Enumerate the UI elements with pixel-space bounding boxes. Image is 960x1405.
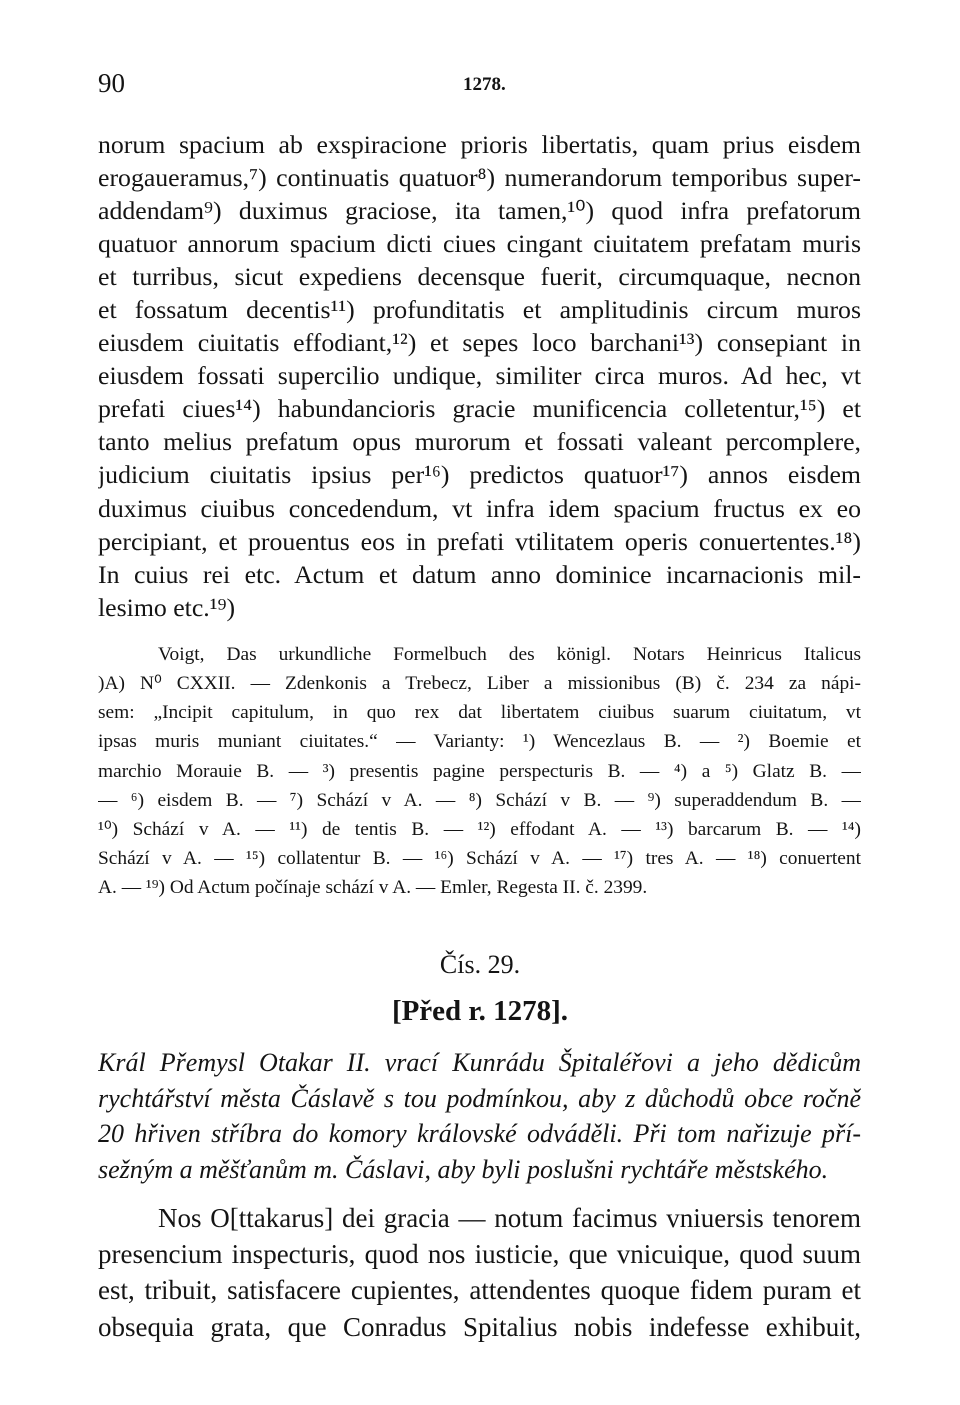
note-line: A. — ¹⁹) Od Actum počínaje schází v A. — Emler, Regesta II. č. 2399. [98, 877, 648, 899]
note-line: Voigt, Das urkundliche Formelbuch des königl. Notars Heinricus Italicus [158, 644, 861, 665]
text-line: erogaueramus,⁷) continuatis quatuor⁸) numerandorum temporibus super- [98, 163, 861, 193]
note-line: Schází v A. — ¹⁵) collatentur B. — ¹⁶) Schází v A. — ¹⁷) tres A. — ¹⁸) conuertent [98, 847, 861, 869]
note-line: )A) N⁰ CXXII. — Zdenkonis a Trebecz, Liber a missionibus (B) č. 234 za nápi- [98, 673, 861, 695]
summary-line: rychtářství města Čáslavě s tou podmínkou, aby z důchodů obce ročně [98, 1083, 861, 1113]
text-line: duximus ciuibus concedendum, vt infra idem spacium fructus ex eo [98, 493, 861, 523]
text-line: tanto melius prefatum opus murorum et fossati valeant percomplere, [98, 427, 861, 457]
summary-line: Král Přemysl Otakar II. vrací Kunrádu Špitaléřovi a jeho dědicům [98, 1048, 861, 1077]
charter-text [98, 1200, 861, 1345]
note-line: marchio Morauie B. — ³) presentis pagine perspecturis B. — ⁴) a ⁵) Glatz B. — [98, 760, 861, 782]
note-line: ipsas muris muniant ciuitates.“ — Varianty: ¹) Wencezlaus B. — ²) Boemie et [98, 731, 861, 753]
note-line: ¹⁰) Schází v A. — ¹¹) de tentis B. — ¹²) effodant A. — ¹³) barcarum B. — ¹⁴) [98, 818, 861, 840]
text-line: eiusdem ciuitatis effodiant,¹²) et sepes loco barchani¹³) consepiant in [98, 328, 861, 358]
running-header-year: 1278. [463, 74, 506, 95]
text-line: prefati ciues¹⁴) habundancioris gracie munificencia colletentur,¹⁵) et [98, 394, 861, 424]
text-line: lesimo etc.¹⁹) [98, 592, 236, 622]
main-text [98, 128, 861, 624]
text-line: et fossatum decentis¹¹) profunditatis et amplitudinis circum muros [98, 295, 861, 325]
document-date: [Před r. 1278]. [391, 995, 569, 1027]
footnotes [98, 640, 861, 902]
czech-summary [98, 1045, 861, 1187]
text-line: norum spacium ab exspiracione prioris libertatis, quam prius eisdem [98, 130, 861, 159]
text-line: presencium inspecturis, quod nos iusticie, que vnicuique, quod suum [98, 1239, 861, 1270]
summary-line: 20 hřiven stříbra do komory královské odváděli. Při tom nařizuje pří- [98, 1119, 861, 1148]
text-line: judicium ciuitatis ipsius per¹⁶) predictos quatuor¹⁷) annos eisdem [98, 460, 861, 490]
text-line: In cuius rei etc. Actum et datum anno dominice incarnacionis mil- [98, 559, 861, 589]
text-line: obsequia grata, que Conradus Spitalius nobis indefesse exhibuit, [98, 1311, 861, 1342]
text-line: quatuor annorum spacium dicti ciues cingant ciuitatem prefatam muris [98, 229, 861, 259]
note-line: — ⁶) eisdem B. — ⁷) Schází v A. — ⁸) Schází v B. — ⁹) superaddendum B. — [98, 789, 861, 811]
text-line: percipiant, et prouentus eos in prefati vtilitatem operis conuertentes.¹⁸) [98, 526, 861, 556]
text-line: Nos O[ttakarus] dei gracia — notum facimus vniuersis tenorem [158, 1203, 861, 1233]
text-line: est, tribuit, satisfacere cupientes, attendentes quoque fidem puram et [98, 1275, 861, 1306]
document-number: Čís. 29. [439, 950, 521, 979]
text-line: addendam⁹) duximus graciose, ita tamen,¹⁰) quod infra prefatorum [98, 196, 861, 226]
summary-line: sežným a měšťanům m. Čáslavi, aby byli poslušni rychtáře městského. [98, 1154, 829, 1184]
text-line: et turribus, sicut expediens decensque fuerit, circumquaque, necnon [98, 262, 861, 292]
note-line: sem: „Incipit capitulum, in quo rex dat libertatem ciuibus suarum ciuitatum, vt [98, 702, 861, 724]
text-line: eiusdem fossati supercilio undique, similiter circa muros. Ad hec, vt [98, 361, 861, 391]
page-number: 90 [98, 68, 125, 98]
